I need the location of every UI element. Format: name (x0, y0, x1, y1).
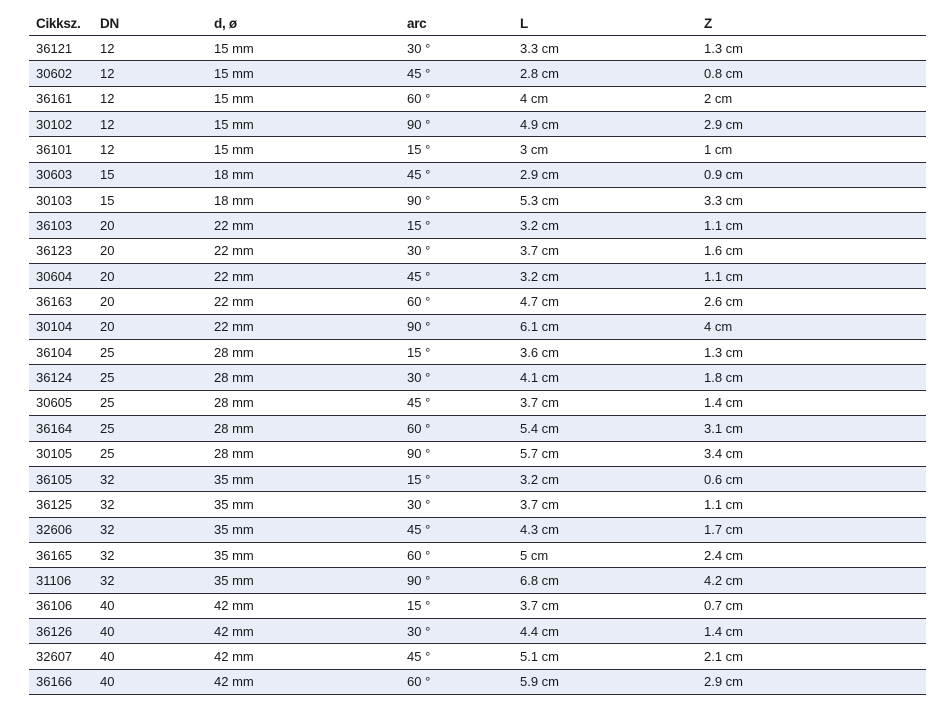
cell-z: 3.1 cm (704, 420, 744, 436)
cell-dn: 12 (100, 116, 115, 132)
cell-z: 1.1 cm (704, 268, 744, 284)
table-row (29, 163, 926, 188)
cell-diameter: 18 mm (214, 167, 254, 183)
cell-l: 5.4 cm (520, 420, 560, 436)
cell-z: 2.9 cm (704, 116, 744, 132)
cell-l: 5.9 cm (520, 674, 560, 690)
cell-cikksz: 30103 (36, 192, 73, 208)
cell-dn: 12 (100, 40, 115, 56)
cell-dn: 25 (100, 420, 115, 436)
table-row (29, 87, 926, 112)
cell-dn: 40 (100, 623, 115, 639)
cell-cikksz: 30603 (36, 167, 73, 183)
table-row (29, 416, 926, 441)
cell-cikksz: 36106 (36, 598, 73, 614)
cell-z: 0.9 cm (704, 167, 744, 183)
table-row (29, 36, 926, 61)
cell-l: 5.3 cm (520, 192, 560, 208)
cell-l: 4.1 cm (520, 370, 560, 386)
cell-dn: 40 (100, 648, 115, 664)
table-row (29, 315, 926, 340)
cell-z: 2.4 cm (704, 547, 744, 563)
cell-cikksz: 30104 (36, 319, 73, 335)
cell-l: 5 cm (520, 547, 549, 563)
table-row (29, 644, 926, 669)
cell-l: 3.7 cm (520, 496, 560, 512)
cell-z: 1 cm (704, 142, 733, 158)
cell-arc: 45 ° (407, 66, 431, 82)
table-row (29, 112, 926, 137)
table-row (29, 391, 926, 416)
cell-cikksz: 36125 (36, 496, 73, 512)
cell-dn: 40 (100, 598, 115, 614)
cell-dn: 32 (100, 547, 115, 563)
cell-cikksz: 36121 (36, 40, 73, 56)
cell-diameter: 28 mm (214, 370, 254, 386)
cell-z: 1.8 cm (704, 370, 744, 386)
cell-cikksz: 31106 (36, 572, 72, 588)
cell-z: 0.8 cm (704, 66, 744, 82)
cell-diameter: 35 mm (214, 471, 254, 487)
cell-l: 6.1 cm (520, 319, 560, 335)
cell-diameter: 15 mm (214, 40, 254, 56)
cell-dn: 40 (100, 674, 115, 690)
cell-arc: 90 ° (407, 319, 431, 335)
table-row (29, 518, 926, 543)
cell-dn: 32 (100, 471, 115, 487)
table-row (29, 492, 926, 517)
cell-l: 6.8 cm (520, 572, 560, 588)
cell-cikksz: 36104 (36, 344, 73, 360)
cell-l: 3.2 cm (520, 471, 560, 487)
cell-z: 0.6 cm (704, 471, 744, 487)
cell-dn: 15 (100, 167, 115, 183)
cell-arc: 60 ° (407, 547, 431, 563)
cell-cikksz: 30105 (36, 446, 73, 462)
cell-l: 2.8 cm (520, 66, 560, 82)
cell-dn: 12 (100, 66, 115, 82)
cell-z: 1.1 cm (704, 496, 744, 512)
cell-arc: 60 ° (407, 294, 431, 310)
cell-arc: 30 ° (407, 623, 431, 639)
cell-cikksz: 30102 (36, 116, 73, 132)
cell-z: 1.6 cm (704, 243, 744, 259)
cell-diameter: 28 mm (214, 344, 254, 360)
cell-cikksz: 36126 (36, 623, 73, 639)
cell-arc: 45 ° (407, 395, 431, 411)
cell-z: 2.6 cm (704, 294, 744, 310)
cell-diameter: 42 mm (214, 674, 254, 690)
header-diameter: d, ø (214, 15, 237, 31)
table-header-row (29, 11, 926, 36)
table-row (29, 289, 926, 314)
cell-diameter: 35 mm (214, 547, 254, 563)
cell-dn: 20 (100, 319, 115, 335)
cell-diameter: 18 mm (214, 192, 254, 208)
cell-dn: 25 (100, 370, 115, 386)
table-row (29, 340, 926, 365)
cell-l: 3.2 cm (520, 218, 560, 234)
cell-diameter: 35 mm (214, 522, 254, 538)
cell-z: 0.7 cm (704, 598, 744, 614)
table-row (29, 264, 926, 289)
cell-cikksz: 36161 (36, 91, 73, 107)
cell-l: 4.4 cm (520, 623, 560, 639)
cell-dn: 32 (100, 522, 115, 538)
cell-cikksz: 36123 (36, 243, 73, 259)
cell-l: 5.1 cm (520, 648, 560, 664)
cell-cikksz: 36105 (36, 471, 73, 487)
cell-diameter: 28 mm (214, 395, 254, 411)
table-row (29, 543, 926, 568)
table-row (29, 670, 926, 695)
cell-cikksz: 36163 (36, 294, 73, 310)
cell-dn: 25 (100, 395, 115, 411)
cell-cikksz: 36124 (36, 370, 73, 386)
cell-l: 3.7 cm (520, 395, 560, 411)
cell-diameter: 42 mm (214, 648, 254, 664)
table-row (29, 137, 926, 162)
table-row (29, 568, 926, 593)
cell-dn: 20 (100, 218, 115, 234)
cell-cikksz: 30602 (36, 66, 73, 82)
cell-dn: 25 (100, 344, 115, 360)
cell-arc: 90 ° (407, 446, 431, 462)
cell-diameter: 15 mm (214, 91, 254, 107)
cell-diameter: 22 mm (214, 319, 254, 335)
cell-cikksz: 36103 (36, 218, 73, 234)
cell-diameter: 15 mm (214, 116, 254, 132)
cell-cikksz: 36164 (36, 420, 73, 436)
cell-arc: 90 ° (407, 572, 431, 588)
cell-z: 2 cm (704, 91, 733, 107)
header-arc: arc (407, 15, 427, 31)
cell-diameter: 22 mm (214, 294, 254, 310)
header-cikksz: Cikksz. (36, 15, 81, 31)
cell-arc: 15 ° (407, 598, 431, 614)
cell-dn: 20 (100, 268, 115, 284)
cell-cikksz: 30605 (36, 395, 73, 411)
cell-l: 4 cm (520, 91, 549, 107)
cell-diameter: 22 mm (214, 218, 254, 234)
table-row (29, 188, 926, 213)
fittings-table (29, 11, 926, 695)
cell-arc: 60 ° (407, 674, 431, 690)
cell-arc: 30 ° (407, 496, 431, 512)
cell-l: 2.9 cm (520, 167, 560, 183)
cell-dn: 12 (100, 142, 115, 158)
table-row (29, 365, 926, 390)
cell-z: 1.4 cm (704, 395, 744, 411)
cell-dn: 32 (100, 572, 115, 588)
cell-dn: 32 (100, 496, 115, 512)
cell-diameter: 15 mm (214, 142, 254, 158)
cell-diameter: 28 mm (214, 420, 254, 436)
cell-arc: 30 ° (407, 370, 431, 386)
cell-z: 1.3 cm (704, 40, 744, 56)
cell-arc: 45 ° (407, 268, 431, 284)
cell-cikksz: 32606 (36, 522, 73, 538)
table-row (29, 239, 926, 264)
cell-cikksz: 32607 (36, 648, 73, 664)
cell-arc: 15 ° (407, 344, 431, 360)
header-dn: DN (100, 15, 119, 31)
cell-z: 2.1 cm (704, 648, 744, 664)
cell-dn: 12 (100, 91, 115, 107)
cell-diameter: 35 mm (214, 496, 254, 512)
cell-z: 1.1 cm (704, 218, 744, 234)
cell-dn: 20 (100, 294, 115, 310)
cell-diameter: 22 mm (214, 243, 254, 259)
header-l: L (520, 15, 528, 31)
cell-z: 1.3 cm (704, 344, 744, 360)
cell-z: 1.4 cm (704, 623, 744, 639)
cell-arc: 15 ° (407, 218, 431, 234)
table-row (29, 213, 926, 238)
cell-dn: 20 (100, 243, 115, 259)
cell-l: 3.3 cm (520, 40, 560, 56)
cell-arc: 90 ° (407, 192, 431, 208)
cell-l: 4.3 cm (520, 522, 560, 538)
cell-l: 4.9 cm (520, 116, 560, 132)
cell-cikksz: 36166 (36, 674, 73, 690)
cell-l: 3 cm (520, 142, 549, 158)
header-z: Z (704, 15, 712, 31)
cell-cikksz: 36101 (36, 142, 73, 158)
cell-l: 4.7 cm (520, 294, 560, 310)
cell-z: 4 cm (704, 319, 733, 335)
cell-diameter: 35 mm (214, 572, 254, 588)
table-row (29, 619, 926, 644)
cell-z: 2.9 cm (704, 674, 744, 690)
cell-z: 3.4 cm (704, 446, 744, 462)
cell-arc: 45 ° (407, 648, 431, 664)
cell-z: 1.7 cm (704, 522, 744, 538)
cell-arc: 60 ° (407, 420, 431, 436)
cell-arc: 30 ° (407, 40, 431, 56)
cell-dn: 15 (100, 192, 115, 208)
table-row (29, 467, 926, 492)
cell-arc: 60 ° (407, 91, 431, 107)
cell-z: 4.2 cm (704, 572, 744, 588)
cell-arc: 30 ° (407, 243, 431, 259)
cell-diameter: 15 mm (214, 66, 254, 82)
cell-diameter: 42 mm (214, 623, 254, 639)
cell-l: 3.7 cm (520, 598, 560, 614)
cell-diameter: 22 mm (214, 268, 254, 284)
cell-arc: 45 ° (407, 167, 431, 183)
cell-arc: 45 ° (407, 522, 431, 538)
cell-z: 3.3 cm (704, 192, 744, 208)
cell-cikksz: 30604 (36, 268, 73, 284)
cell-l: 5.7 cm (520, 446, 560, 462)
cell-diameter: 28 mm (214, 446, 254, 462)
cell-cikksz: 36165 (36, 547, 73, 563)
cell-arc: 90 ° (407, 116, 431, 132)
table-row (29, 442, 926, 467)
cell-l: 3.2 cm (520, 268, 560, 284)
cell-l: 3.7 cm (520, 243, 560, 259)
cell-arc: 15 ° (407, 471, 431, 487)
table-row (29, 61, 926, 86)
cell-l: 3.6 cm (520, 344, 560, 360)
cell-dn: 25 (100, 446, 115, 462)
cell-arc: 15 ° (407, 142, 431, 158)
table-row (29, 594, 926, 619)
cell-diameter: 42 mm (214, 598, 254, 614)
